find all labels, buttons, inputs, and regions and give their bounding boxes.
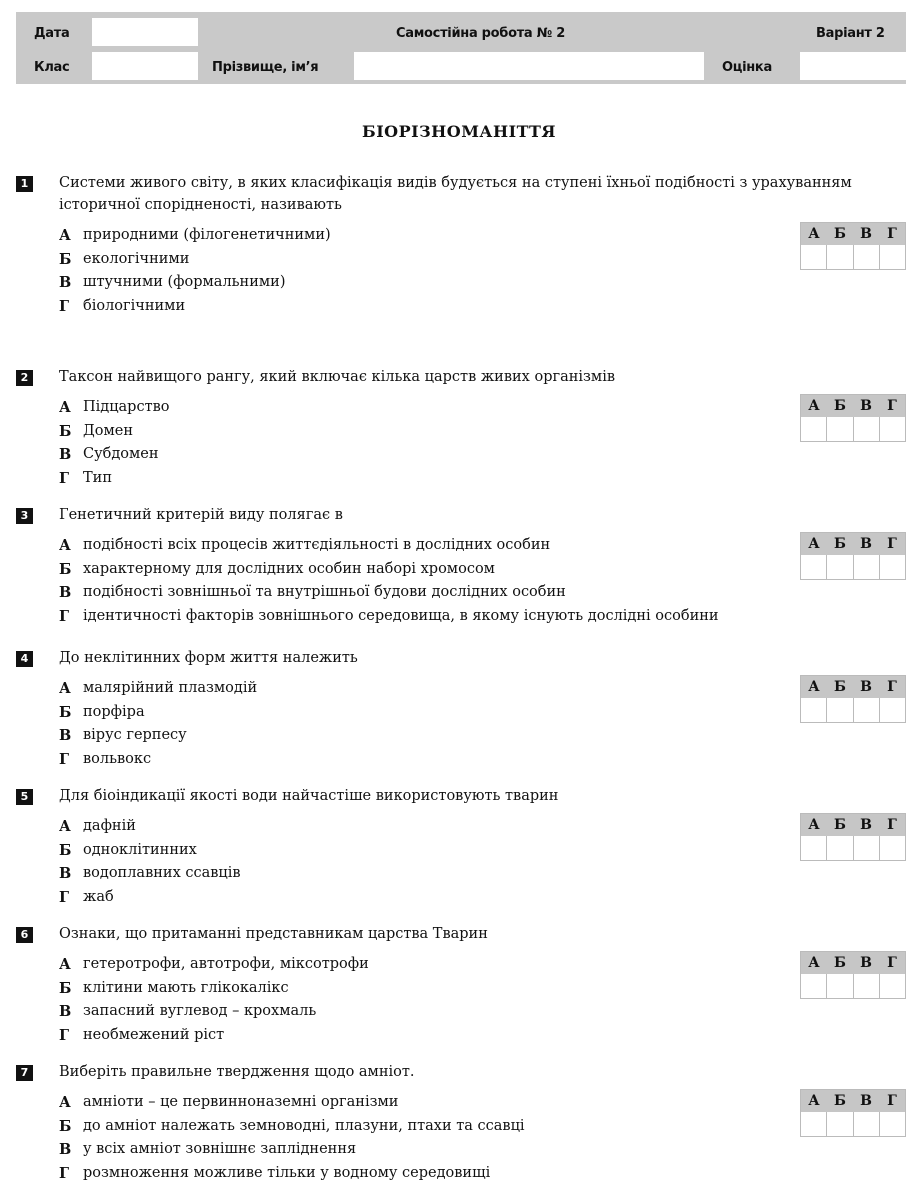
option [59, 295, 906, 319]
answer-grid-header [801, 533, 905, 555]
answer-letter: А [808, 398, 820, 414]
answer-grid [800, 675, 906, 723]
option [59, 839, 906, 863]
option-text: ідентичності факторів зовнішнього середовища, в якому існують дослідні особини [83, 607, 719, 624]
option-letter: Б [59, 560, 72, 578]
option-text: жаб [83, 888, 114, 905]
option [59, 886, 906, 910]
question-number: 2 [16, 370, 33, 386]
option-text: Тип [83, 469, 112, 486]
question-text: До неклітинних форм життя належить [59, 650, 358, 666]
answer-cell[interactable] [879, 974, 905, 998]
answer-cell[interactable] [879, 245, 905, 269]
question-text: Таксон найвищого рангу, який включає кілька царств живих організмів [59, 369, 616, 385]
option-text: гетеротрофи, автотрофи, міксотрофи [83, 956, 369, 972]
option-letter: Г [59, 750, 70, 768]
option-letter: Г [59, 1026, 70, 1044]
answer-grid [800, 222, 906, 270]
option [59, 1000, 906, 1024]
answer-letter: А [808, 955, 820, 971]
answer-grid [800, 1089, 906, 1137]
option [59, 420, 906, 444]
option [59, 1162, 906, 1186]
header-band [16, 12, 906, 84]
option [59, 224, 906, 248]
answer-letter: А [808, 536, 820, 552]
option [59, 677, 906, 701]
answer-grid-header [801, 814, 905, 836]
answer-cell[interactable] [879, 836, 905, 860]
answer-grid-header [801, 223, 905, 245]
answer-cell[interactable] [853, 836, 879, 860]
option [59, 443, 906, 467]
option-letter: В [59, 865, 72, 882]
answer-letter: Б [834, 1093, 846, 1109]
answer-grid [800, 532, 906, 580]
answer-cell[interactable] [801, 245, 826, 269]
option-text: біологічними [83, 297, 186, 314]
option [59, 953, 906, 977]
answer-cell[interactable] [801, 836, 826, 860]
option [59, 815, 906, 839]
answer-letter: В [860, 955, 872, 971]
question-number: 7 [16, 1065, 33, 1081]
answer-letter: Г [887, 226, 897, 242]
question-number: 1 [16, 176, 33, 192]
option [59, 581, 906, 605]
option-letter: В [59, 584, 72, 601]
options-list [59, 534, 906, 628]
option-letter: Б [59, 703, 72, 721]
answer-letter: Г [887, 817, 897, 833]
answer-cell[interactable] [853, 974, 879, 998]
option [59, 534, 906, 558]
answer-letter: Г [887, 679, 897, 695]
answer-cell[interactable] [826, 417, 852, 441]
question-text: Для біоіндикації якості води найчастіше використовують тварин [59, 788, 559, 804]
option-text: малярійний плазмодій [83, 680, 258, 696]
option-text: штучними (формальними) [83, 274, 286, 290]
answer-cell[interactable] [801, 555, 826, 579]
option-letter: Г [59, 888, 70, 906]
option [59, 862, 906, 886]
variant-label: Варіант 2 [816, 26, 885, 41]
answer-cell[interactable] [853, 245, 879, 269]
answer-cell[interactable] [853, 417, 879, 441]
class-field[interactable] [92, 52, 198, 80]
answer-letter: Г [887, 398, 897, 414]
answer-cell[interactable] [801, 698, 826, 722]
option [59, 467, 906, 491]
option-letter: В [59, 446, 72, 463]
option-text: у всіх амніот зовнішнє запліднення [83, 1141, 357, 1157]
option-text: вольвокс [83, 750, 152, 767]
option [59, 605, 906, 629]
options-list [59, 815, 906, 909]
option-text: клітини мають глікокалікс [83, 979, 289, 996]
options-list [59, 953, 906, 1047]
option-text: дафній [83, 818, 136, 834]
question-5 [16, 785, 906, 909]
answer-cells [801, 417, 905, 441]
answer-cell[interactable] [801, 1112, 826, 1136]
date-label: Дата [34, 26, 70, 41]
option-letter: В [59, 1003, 72, 1020]
answer-cells [801, 698, 905, 722]
option-text: Домен [83, 422, 134, 439]
answer-cell[interactable] [801, 974, 826, 998]
answer-letter: В [860, 536, 872, 552]
options-list [59, 224, 906, 318]
question-2 [16, 366, 906, 490]
answer-letter: Б [834, 955, 846, 971]
option [59, 1024, 906, 1048]
option-text: водоплавних ссавців [83, 865, 241, 881]
options-list [59, 396, 906, 490]
answer-cell[interactable] [801, 417, 826, 441]
option [59, 724, 906, 748]
option [59, 1138, 906, 1162]
option [59, 1091, 906, 1115]
answer-letter: В [860, 1093, 872, 1109]
option [59, 396, 906, 420]
option-text: амніоти – це первинноназемні організми [83, 1094, 399, 1110]
class-label: Клас [34, 60, 70, 75]
answer-letter: Б [834, 398, 846, 414]
answer-cells [801, 245, 905, 269]
answer-letter: Б [834, 536, 846, 552]
option-letter: А [59, 680, 71, 697]
page-title: БІОРІЗНОМАНІТТЯ [362, 122, 556, 141]
option-text: характерному для дослідних особин наборі хромосом [83, 560, 495, 577]
option [59, 701, 906, 725]
answer-cell[interactable] [853, 1112, 879, 1136]
answer-letter: Б [834, 226, 846, 242]
option-text: природними (філогенетичними) [83, 227, 331, 243]
option-letter: Г [59, 469, 70, 487]
option-text: розмноження можливе тільки у водному середовищі [83, 1164, 491, 1181]
answer-grid-header [801, 395, 905, 417]
option-letter: Г [59, 1164, 70, 1182]
answer-cell[interactable] [826, 974, 852, 998]
question-text: Системи живого світу, в яких класифікація видів будується на ступені їхньої подібності з урахуванням історичної спорідненості, називають [59, 175, 852, 213]
answer-letter: В [860, 817, 872, 833]
option [59, 271, 906, 295]
option-letter: Б [59, 979, 72, 997]
options-list [59, 677, 906, 771]
name-label: Прізвище, ім’я [212, 60, 319, 75]
answer-letter: А [808, 226, 820, 242]
question-text: Ознаки, що притаманні представникам царства Тварин [59, 926, 488, 942]
question-4 [16, 647, 906, 771]
question-text: Виберіть правильне твердження щодо амніот. [59, 1064, 415, 1080]
question-number: 4 [16, 651, 33, 667]
option-letter: А [59, 1094, 71, 1111]
question-number: 3 [16, 508, 33, 524]
answer-letter: Г [887, 536, 897, 552]
question-number: 5 [16, 789, 33, 805]
option [59, 558, 906, 582]
option-text: Підцарство [83, 399, 170, 415]
option-text: екологічними [83, 250, 190, 267]
option-letter: В [59, 1141, 72, 1158]
answer-grid [800, 813, 906, 861]
answer-cell[interactable] [879, 1112, 905, 1136]
option-text: одноклітинних [83, 841, 197, 858]
answer-letter: Г [887, 1093, 897, 1109]
question-number: 6 [16, 927, 33, 943]
answer-cells [801, 555, 905, 579]
option-letter: А [59, 818, 71, 835]
option-text: Субдомен [83, 446, 159, 462]
answer-cell[interactable] [826, 555, 852, 579]
option-letter: В [59, 274, 72, 291]
answer-letter: А [808, 817, 820, 833]
grade-label: Оцінка [722, 60, 772, 75]
options-list [59, 1091, 906, 1185]
answer-cell[interactable] [879, 417, 905, 441]
option-letter: Б [59, 1117, 72, 1135]
option-letter: Г [59, 607, 70, 625]
option-text: необмежений ріст [83, 1026, 225, 1043]
date-field[interactable] [92, 18, 198, 46]
option-letter: А [59, 399, 71, 416]
question-6 [16, 923, 906, 1047]
question-1 [16, 172, 906, 318]
answer-cell[interactable] [826, 836, 852, 860]
question-text: Генетичний критерій виду полягає в [59, 507, 343, 523]
option-text: запасний вуглевод – крохмаль [83, 1003, 317, 1019]
option-letter: А [59, 227, 71, 244]
answer-cell[interactable] [826, 698, 852, 722]
answer-letter: В [860, 398, 872, 414]
option-text: до амніот належать земноводні, плазуни, птахи та ссавці [83, 1117, 525, 1134]
work-title: Самостійна робота № 2 [396, 26, 565, 41]
question-3 [16, 504, 906, 628]
answer-cell[interactable] [826, 1112, 852, 1136]
option-text: порфіра [83, 703, 145, 720]
option-letter: Б [59, 841, 72, 859]
answer-letter: В [860, 226, 872, 242]
option-text: подібності всіх процесів життєдіяльності в дослідних особин [83, 537, 551, 553]
option [59, 1115, 906, 1139]
option-letter: В [59, 727, 72, 744]
answer-cells [801, 836, 905, 860]
answer-grid-header [801, 676, 905, 698]
answer-letter: В [860, 679, 872, 695]
answer-cell[interactable] [879, 555, 905, 579]
option-letter: Б [59, 250, 72, 268]
question-7 [16, 1061, 906, 1185]
option [59, 977, 906, 1001]
name-field[interactable] [354, 52, 704, 80]
answer-cells [801, 974, 905, 998]
answer-cell[interactable] [853, 698, 879, 722]
answer-cell[interactable] [853, 555, 879, 579]
answer-grid [800, 951, 906, 999]
answer-letter: Г [887, 955, 897, 971]
answer-grid [800, 394, 906, 442]
answer-grid-header [801, 1090, 905, 1112]
answer-cells [801, 1112, 905, 1136]
option [59, 748, 906, 772]
answer-letter: Б [834, 679, 846, 695]
answer-grid-header [801, 952, 905, 974]
answer-letter: Б [834, 817, 846, 833]
option [59, 248, 906, 272]
option-letter: А [59, 956, 71, 973]
option-text: подібності зовнішньої та внутрішньої будови дослідних особин [83, 584, 566, 600]
answer-cell[interactable] [879, 698, 905, 722]
option-letter: Г [59, 297, 70, 315]
answer-letter: А [808, 679, 820, 695]
answer-letter: А [808, 1093, 820, 1109]
grade-field[interactable] [800, 52, 906, 80]
option-letter: Б [59, 422, 72, 440]
answer-cell[interactable] [826, 245, 852, 269]
option-text: вірус герпесу [83, 727, 187, 743]
option-letter: А [59, 537, 71, 554]
